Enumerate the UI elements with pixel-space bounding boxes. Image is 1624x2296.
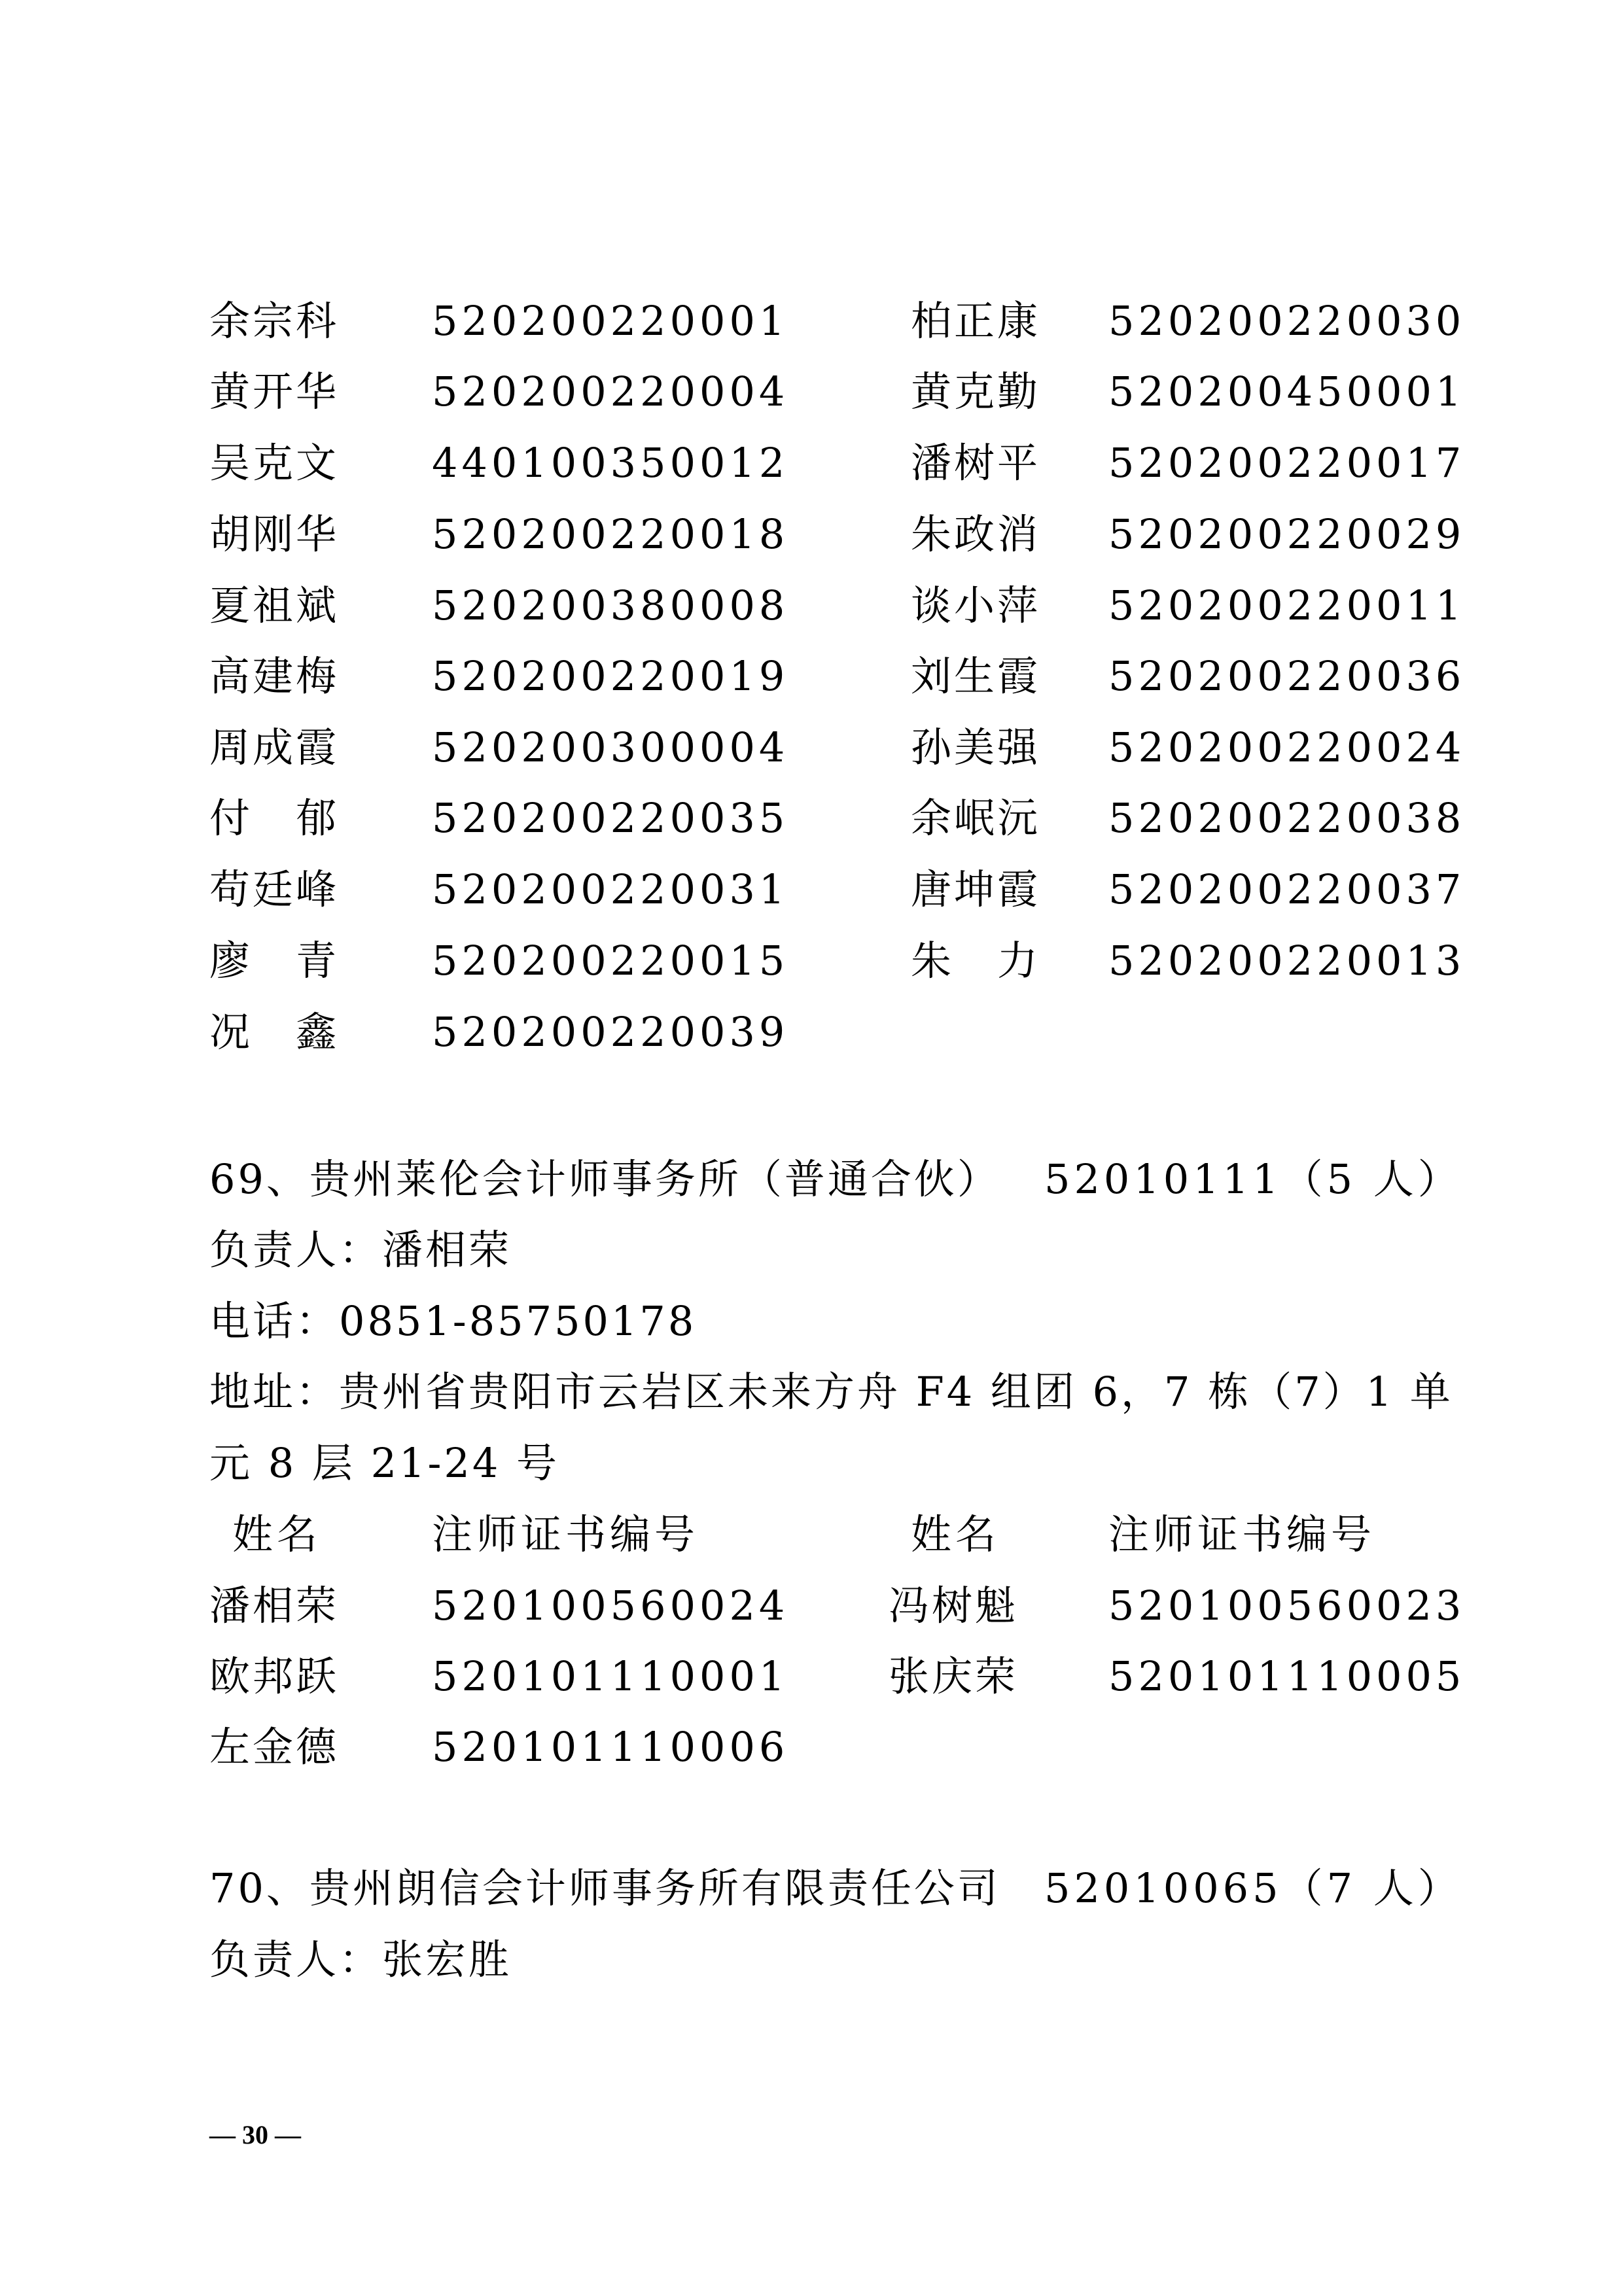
entry-name: 况 鑫 [209, 1008, 340, 1056]
entry-name: 谈小萍 [911, 582, 1041, 629]
entry-cert: 520200220039 [432, 1008, 789, 1056]
entry-cert: 520100560023 [1108, 1582, 1466, 1629]
entry-name: 潘相荣 [209, 1582, 340, 1629]
entry-cert: 520200380008 [432, 582, 789, 629]
entry-cert: 520200450001 [1108, 368, 1466, 415]
firm-title: 69、贵州莱伦会计师事务所（普通合伙） [209, 1155, 1000, 1203]
entry-cert: 520200220018 [432, 510, 789, 558]
entry-cert: 520200220038 [1108, 794, 1466, 842]
entry-name: 苟廷峰 [209, 865, 340, 913]
entry-name: 孙美强 [911, 723, 1041, 771]
page-number: — 30 — [209, 2120, 301, 2149]
column-header-cert: 注师证书编号 [432, 1510, 699, 1558]
entry-name: 潘树平 [911, 439, 1041, 487]
entry-cert: 520200220011 [1108, 582, 1466, 629]
entry-cert: 520200220031 [432, 865, 789, 913]
entry-cert: 520101110005 [1108, 1652, 1466, 1700]
entry-cert: 520200220019 [432, 652, 789, 700]
entry-cert: 520200220015 [432, 937, 789, 984]
firm-manager: 负责人：张宏胜 [209, 1936, 512, 1983]
entry-cert: 520200220017 [1108, 439, 1466, 487]
entry-cert: 520200220030 [1108, 297, 1466, 345]
entry-name: 唐坤霞 [911, 865, 1041, 913]
entry-name: 周成霞 [209, 723, 340, 771]
firm-code: 52010065（7 人） [1044, 1864, 1462, 1912]
entry-cert: 520101110001 [432, 1652, 789, 1700]
entry-name: 左金德 [209, 1723, 340, 1771]
entry-name: 高建梅 [209, 652, 340, 700]
firm-manager: 负责人：潘相荣 [209, 1226, 512, 1274]
entry-cert: 520200220035 [432, 794, 789, 842]
entry-name: 朱政消 [911, 510, 1041, 558]
entry-name: 付 郁 [209, 794, 340, 842]
column-header-name: 姓名 [232, 1510, 322, 1558]
entry-cert: 520101110006 [432, 1723, 789, 1771]
entry-cert: 520100560024 [432, 1582, 789, 1629]
entry-cert: 520200220024 [1108, 723, 1466, 771]
entry-name: 黄克勤 [911, 368, 1041, 415]
entry-cert: 520200220036 [1108, 652, 1466, 700]
entry-cert: 520200300004 [432, 723, 789, 771]
firm-address-line1: 地址：贵州省贵阳市云岩区未来方舟 F4 组团 6，7 栋（7）1 单 [209, 1368, 1453, 1416]
firm-title: 70、贵州朗信会计师事务所有限责任公司 [209, 1864, 1000, 1912]
entry-name: 余岷沅 [911, 794, 1041, 842]
entry-name: 余宗科 [209, 297, 340, 345]
entry-cert: 520200220013 [1108, 937, 1466, 984]
column-header-name: 姓名 [911, 1510, 1000, 1558]
entry-name: 冯树魁 [889, 1582, 1019, 1629]
firm-address-line2: 元 8 层 21-24 号 [209, 1439, 560, 1487]
entry-name: 黄开华 [209, 368, 340, 415]
entry-cert: 520200220029 [1108, 510, 1466, 558]
entry-name: 吴克文 [209, 439, 340, 487]
firm-code: 52010111（5 人） [1044, 1155, 1462, 1203]
entry-name: 欧邦跃 [209, 1652, 340, 1700]
entry-cert: 520200220004 [432, 368, 789, 415]
entry-cert: 520200220037 [1108, 865, 1466, 913]
firm-phone: 电话：0851-85750178 [209, 1297, 697, 1345]
entry-name: 柏正康 [911, 297, 1041, 345]
entry-name: 刘生霞 [911, 652, 1041, 700]
entry-name: 朱 力 [911, 937, 1041, 984]
entry-name: 胡刚华 [209, 510, 340, 558]
entry-name: 廖 青 [209, 937, 340, 984]
column-header-cert: 注师证书编号 [1108, 1510, 1376, 1558]
entry-cert: 520200220001 [432, 297, 789, 345]
entry-cert: 440100350012 [432, 439, 789, 487]
entry-name: 夏祖斌 [209, 582, 340, 629]
entry-name: 张庆荣 [889, 1652, 1019, 1700]
